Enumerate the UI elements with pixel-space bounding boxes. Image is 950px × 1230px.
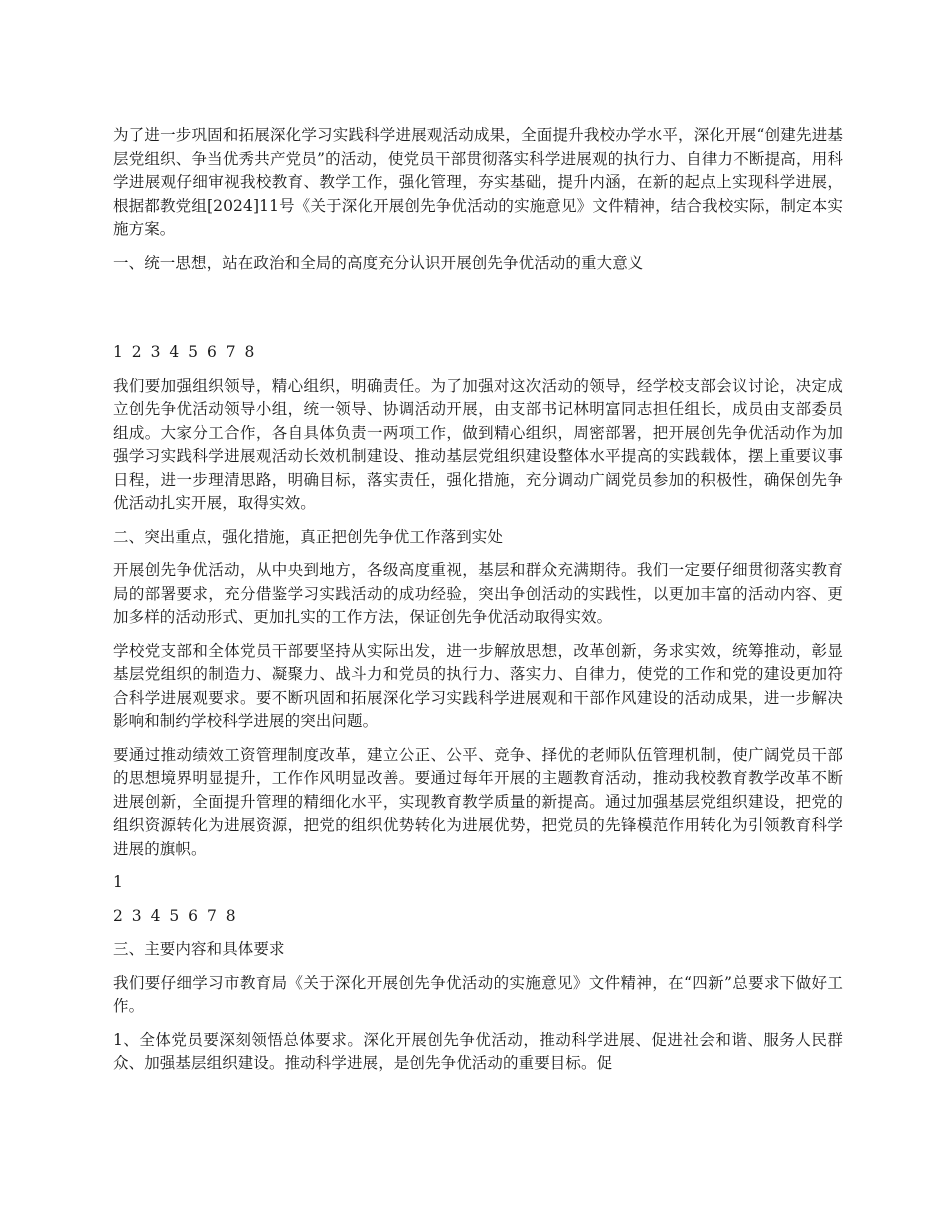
- requirement-paragraph: 1、全体党员要深刻领悟总体要求。深化开展创先争优活动，推动科学进展、促进社会和谐、服务人民群众、加强基层组织建设。推动科学进展，是创先争优活动的重要目标。促: [113, 1030, 843, 1072]
- intro-paragraph: 为了进一步巩固和拓展深化学习实践科学进展观活动成果，全面提升我校办学水平，深化开展“创建先进基层党组织、争当优秀共产党员”的活动，使党员干部贯彻落实科学进展观的执行力、自律力不断提高，用科学进展观仔细审视我校教育、教学工作，强化管理，夯实基础，提升内涵，在新的起点上实现科学进展，根据都教党组[2024]11号《关于深化开展创先争优活动的实施意见》文件精神，结合我校实际，制定本实施方案。: [113, 126, 843, 238]
- section-heading-3: 三、主要内容和具体要求: [113, 940, 285, 958]
- party-branch-paragraph: 学校党支部和全体党员干部要坚持从实际出发，进一步解放思想，改革创新，务求实效，统筹推动，彰显基层党组织的制造力、凝聚力、战斗力和党员的执行力、落实力、自律力，使党的工作和党的建设更加符合科学进展观要求。要不断巩固和拓展深化学习实践科学进展观和干部作风建设的活动成果，进一步解决影响和制约学校科学进展的突出问题。: [113, 641, 843, 730]
- document-body: [113, 124, 843, 1086]
- leadership-paragraph: 我们要加强组织领导，精心组织，明确责任。为了加强对这次活动的领导，经学校支部会议讨论，决定成立创先争优活动领导小组，统一领导、协调活动开展，由支部书记林明富同志担任组长，成员由支部委员组成。大家分工合作，各自具体负责一两项工作，做到精心组织，周密部署，把开展创先争优活动作为加强学习实践科学进展观活动长效机制建设、推动基层党组织建设整体水平提高的实践载体，摆上重要议事日程，进一步理清思路，明确目标，落实责任，强化措施，充分调动广阔党员参加的积极性，确保创先争优活动扎实开展，取得实效。: [113, 376, 843, 512]
- page-number-list-1: 1 2 3 4 5 6 7 8: [113, 343, 257, 361]
- page-number-list-2: 2 3 4 5 6 7 8: [113, 906, 238, 925]
- section-heading-1: 一、统一思想，站在政治和全局的高度充分认识开展创先争优活动的重大意义: [113, 253, 644, 272]
- page-number-single: 1: [113, 873, 123, 891]
- reform-paragraph: 要通过推动绩效工资管理制度改革，建立公正、公平、竞争、择优的老师队伍管理机制，使广阔党员干部的思想境界明显提升，工作作风明显改善。要通过每年开展的主题教育活动，推动我校教育教学改革不断进展创新，全面提升管理的精细化水平，实现教育教学质量的新提高。通过加强基层党组织建设，把党的组织资源转化为进展资源，把党的组织优势转化为进展优势，把党员的先锋模范作用转化为引领教育科学进展的旗帜。: [113, 745, 843, 858]
- study-paragraph: 我们要仔细学习市教育局《关于深化开展创先争优活动的实施意见》文件精神，在“四新”总要求下做好工作。: [113, 973, 843, 1015]
- blank-space: [113, 285, 843, 341]
- implementation-paragraph: 开展创先争优活动，从中央到地方，各级高度重视，基层和群众充满期待。我们一定要仔细贯彻落实教育局的部署要求，充分借鉴学习实践活动的成功经验，突出争创活动的实践性，以更加丰富的活动内容、更加多样的活动形式、更加扎实的工作方法，保证创先争优活动取得实效。: [113, 561, 843, 626]
- section-heading-2: 二、突出重点，强化措施，真正把创先争优工作落到实处: [113, 527, 504, 546]
